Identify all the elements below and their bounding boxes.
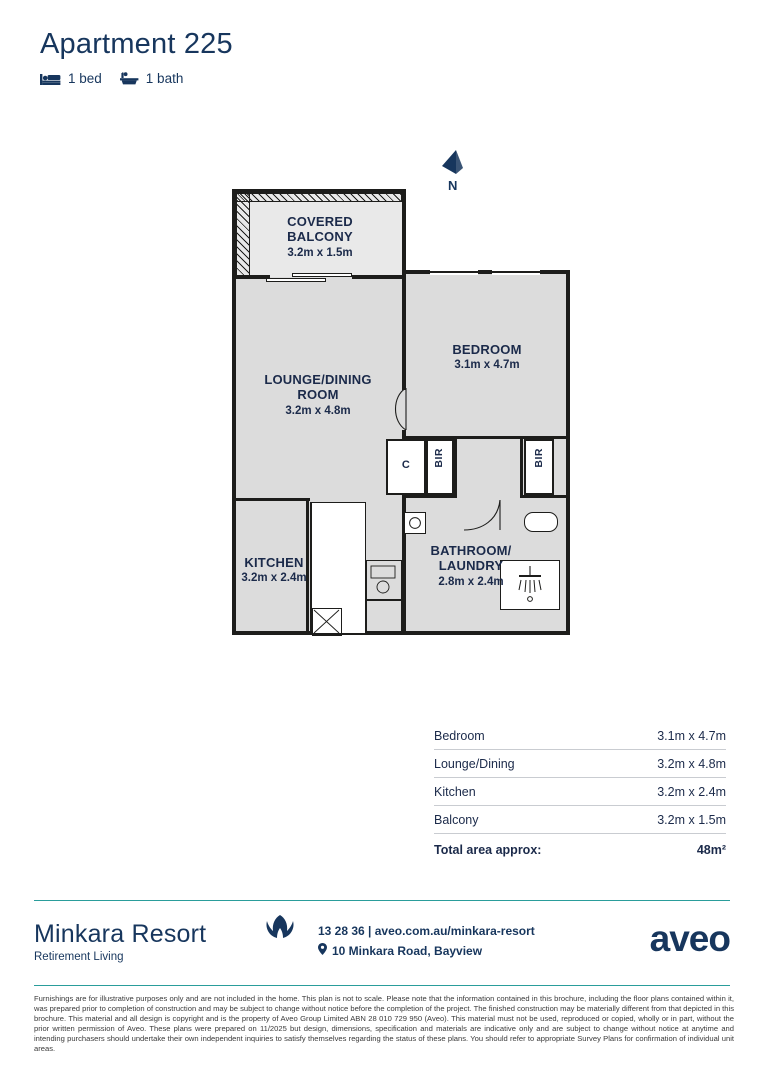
contact-phone-web[interactable]: 13 28 36 | aveo.com.au/minkara-resort [318,924,535,938]
bir-label-2: BIR [533,448,545,468]
wall-kitchen-top [232,498,310,501]
slider-door-panel-2 [292,273,352,277]
slider-door-panel-1 [266,278,326,282]
wall-robe-bottom-left [406,495,456,498]
basin-bowl-icon [407,515,423,531]
wall-party-upper [402,274,406,390]
wall-top-right [402,270,570,274]
divider-bottom [34,985,730,986]
schedule-room-name: Balcony [434,813,479,827]
schedule-room-name: Lounge/Dining [434,757,515,771]
brand-block [34,920,206,963]
spec-bed [40,71,102,86]
contact-block [318,924,535,958]
bed-icon [40,72,61,86]
location-pin-icon [318,943,327,958]
lounge-label: LOUNGE/DINING ROOM 3.2m x 4.8m [264,372,372,417]
cooktop-cross-icon [313,609,341,635]
schedule-room-dims: 3.1m x 4.7m [657,729,726,743]
brand-name: Minkara Resort [34,920,207,948]
contact-address-label: 10 Minkara Road, Bayview [332,943,483,958]
bedroom-label: BEDROOM 3.1m x 4.7m [452,342,522,372]
cupboard-label: C [401,459,411,471]
schedule-room-dims: 3.2m x 4.8m [657,757,726,771]
wall-balcony-div-left [232,275,270,279]
page-title: Apartment 225 [40,28,233,60]
bedroom-window-2-line [492,271,540,273]
kitchen-appliance [366,600,402,634]
spec-bath-label: 1 bath [145,71,184,86]
balcony-label: COVERED BALCONY 3.2m x 1.5m [287,214,353,259]
kitchen-label: KITCHEN 3.2m x 2.4m [241,555,307,585]
bathroom-door-swing-icon [462,498,502,532]
spec-bed-label: 1 bed [68,71,102,86]
wall-robe-sep-2 [520,436,523,498]
disclaimer-text: Furnishings are for illustrative purposes only and are not included in the home. This plan is not to scale. Please note that the information contained in this brochure, including the floor plans contained within it, was prepared prior to completion of construction and may be subject to change without notice before the completion of the project. The finished construction may be materially different from that depicted in this brochure. This material and all design is copyright and is the property of Aveo Group Limited ABN 28 010 729 950 (Aveo). This material must not be used, reproduced or copied, wholly or in part, without the prior written permission of Aveo. These plans were prepared on 11/2025 but design, dimensions, specification and materials are indicative only and are subject to change without notice at anytime and intending purchasers should undertake their own independent inquiries to satisfy themselves regarding the status of these plans. You should refer to appropriate Survey Plans for confirmation of individual unit areas. [34,994,734,1054]
schedule-room-name: Bedroom [434,729,485,743]
wall-bottom-right [406,631,570,635]
bath-icon [120,72,139,86]
balcony-hatch [236,193,250,277]
aveo-logo: aveo [649,918,730,959]
table-row [434,750,726,778]
wall-balcony-right [402,189,406,274]
compass-icon [432,148,478,200]
leaf-icon [265,914,295,945]
schedule-room-dims: 3.2m x 1.5m [657,813,726,827]
table-row [434,806,726,834]
bedroom-window-1-line [430,271,478,273]
schedule-room-name: Kitchen [434,785,476,799]
spec-list [40,71,233,86]
bathroom-label: BATHROOM/ LAUNDRY 2.8m x 2.4m [430,543,512,588]
divider-top [34,900,730,901]
brand-subtitle: Retirement Living [34,951,124,963]
wall-robe-sep [454,436,457,498]
table-row [434,722,726,750]
floor-plan [0,130,764,690]
wall-robe-bottom-right [520,495,570,498]
schedule-total-label: Total area approx: [434,843,542,857]
wall-right [566,270,570,635]
schedule-total-value: 48m² [696,843,726,857]
sink-bowl-icon [368,562,400,598]
page-header [40,28,233,86]
area-schedule [434,722,726,857]
spec-bath [120,71,184,86]
balcony-hatch-top [236,193,402,202]
wall-balcony-div-right [352,275,406,279]
bir-label-1: BIR [433,448,445,468]
schedule-total-row [434,834,726,857]
contact-address [318,943,535,958]
toilet-icon [524,512,558,532]
table-row [434,778,726,806]
schedule-room-dims: 3.2m x 2.4m [657,785,726,799]
compass-north-label: N [448,178,458,193]
